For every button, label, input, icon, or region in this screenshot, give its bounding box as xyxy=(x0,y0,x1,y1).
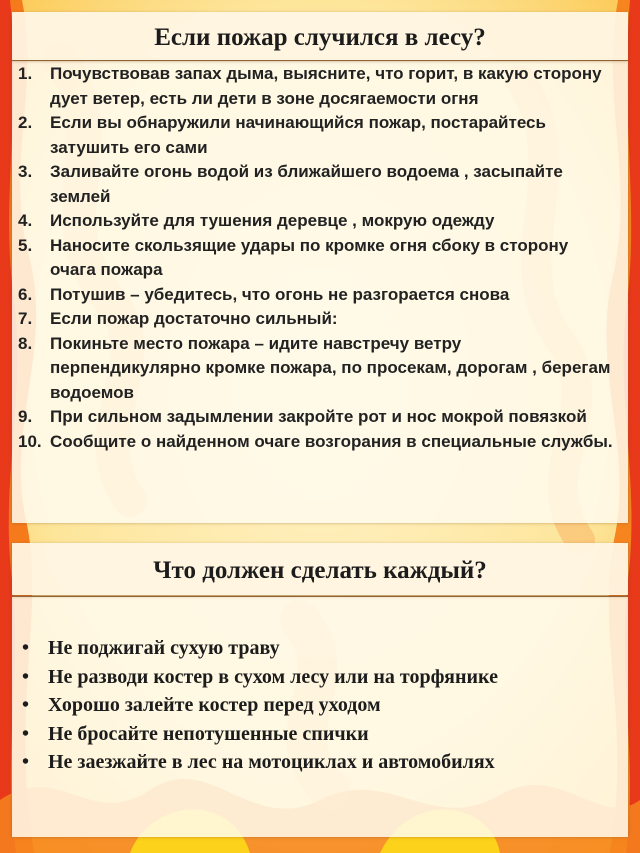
instruction-text: Если пожар достаточно сильный: xyxy=(50,309,338,328)
instruction-number: 2. xyxy=(18,113,33,132)
bullet-icon: • xyxy=(22,694,30,716)
instruction-item xyxy=(12,405,616,430)
instruction-number: 6. xyxy=(18,284,33,304)
instruction-text: Наносите скользящие удары по кромке огня сбоку в сторону очага пожара xyxy=(50,235,569,279)
instruction-number: 5. xyxy=(18,235,33,255)
instruction-item xyxy=(12,430,616,455)
rule-text: Не поджигай сухую траву xyxy=(48,637,280,659)
rules-list xyxy=(12,634,616,777)
instruction-item xyxy=(12,62,616,111)
section-title-everyone-must: Что должен сделать каждый? xyxy=(12,543,628,595)
rule-text: Хорошо залейте костер перед уходом xyxy=(48,694,381,716)
instruction-item xyxy=(12,283,616,308)
rule-item xyxy=(12,663,616,692)
rule-text: Не заезжайте в лес на мотоциклах и автомобилях xyxy=(48,751,495,773)
instruction-number: 10. xyxy=(18,431,42,451)
instruction-text: При сильном задымлении закройте рот и нос мокрой повязкой xyxy=(50,407,587,426)
instruction-text: Сообщите о найденном очаге возгорания в специальные службы. xyxy=(50,431,613,451)
rule-item xyxy=(12,691,616,720)
section-title-forest-fire: Если пожар случился в лесу? xyxy=(12,12,628,60)
rule-item xyxy=(12,748,616,777)
bullet-icon: • xyxy=(22,751,30,773)
instruction-number: 8. xyxy=(18,333,33,353)
instruction-number: 7. xyxy=(18,309,33,328)
instruction-text: Используйте для тушения деревце , мокрую одежду xyxy=(50,211,495,230)
instruction-item xyxy=(12,307,616,332)
instruction-number: 9. xyxy=(18,407,33,426)
rule-text: Не бросайте непотушенные спички xyxy=(48,722,369,745)
instructions-list xyxy=(12,62,616,454)
rule-item xyxy=(12,634,616,663)
rule-text: Не разводи костер в сухом лесу или на торфянике xyxy=(48,665,498,688)
instruction-text: Почувствовав запах дыма, выясните, что горит, в какую сторону дует ветер, есть ли дети в зоне досягаемости огня xyxy=(50,64,602,108)
rule-item xyxy=(12,720,616,749)
instruction-item xyxy=(12,332,616,406)
instruction-item xyxy=(12,209,616,234)
instruction-item xyxy=(12,160,616,209)
instruction-number: 4. xyxy=(18,211,33,230)
instruction-number: 3. xyxy=(18,162,33,181)
instruction-text: Если вы обнаружили начинающийся пожар, постарайтесь затушить его сами xyxy=(50,113,546,157)
instruction-text: Потушив – убедитесь, что огонь не разгорается снова xyxy=(50,284,510,304)
instruction-text: Заливайте огонь водой из ближайшего водоема , засыпайте землей xyxy=(50,162,563,206)
bullet-icon: • xyxy=(22,665,30,688)
instruction-item xyxy=(12,234,616,283)
instruction-number: 1. xyxy=(18,64,33,83)
instruction-text: Покиньте место пожара – идите навстречу ветру перпендикулярно кромке пожара, по просекам, дорогам , берегам водоемов xyxy=(50,333,611,402)
bullet-icon: • xyxy=(22,637,30,659)
instruction-item xyxy=(12,111,616,160)
bullet-icon: • xyxy=(22,722,30,745)
